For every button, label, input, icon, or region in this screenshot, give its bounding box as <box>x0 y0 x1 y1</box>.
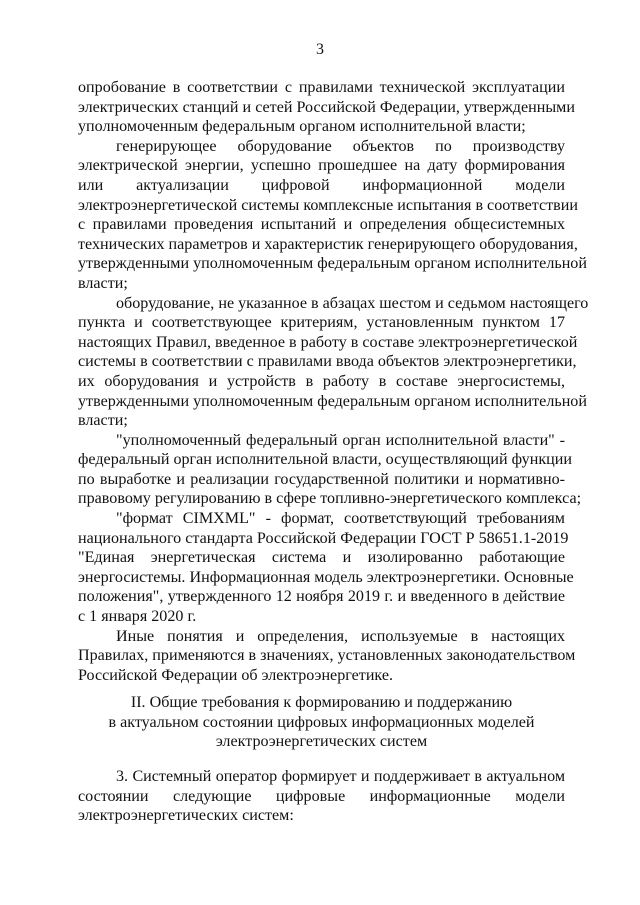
text-line: с 1 января 2020 г. <box>78 608 197 626</box>
text-line: оборудование, не указанное в абзацах шестом и седьмом настоящего <box>116 294 589 312</box>
text-line: Российской Федерации об электроэнергетике. <box>78 666 394 684</box>
text-line: федеральный орган исполнительной власти, осуществляющий функции <box>78 451 572 469</box>
body-text <box>78 78 589 685</box>
text-line: электроэнергетических систем: <box>78 807 294 825</box>
text-line: опробование в соответствии с правилами технической эксплуатации <box>78 79 565 96</box>
text-line: 3. Системный оператор формирует и поддерживает в актуальном <box>116 768 565 785</box>
text-line: Правилах, применяются в значениях, установленных законодательством <box>78 647 576 665</box>
text-line: "формат CIMXML" - формат, соответствующий требованиям <box>116 510 565 528</box>
text-line: Иные понятия и определения, используемые в настоящих <box>116 627 565 645</box>
heading-line: в актуальном состоянии цифровых информационных моделей <box>108 713 535 731</box>
text-line: электроэнергетической системы комплексные испытания в соответствии <box>78 196 578 214</box>
text-line: их оборудования и устройств в работу в составе энергосистемы, <box>78 372 565 390</box>
heading-line: электроэнергетических систем <box>215 733 428 751</box>
text-line: власти; <box>78 412 128 430</box>
text-line: национального стандарта Российской Федерации ГОСТ Р 58651.1-2019 <box>78 529 569 547</box>
section-3-paragraph <box>78 767 565 826</box>
text-line: или актуализации цифровой информационной модели <box>78 176 565 194</box>
text-line: утвержденными уполномоченным федеральным органом исполнительной <box>78 392 587 410</box>
text-line: власти; <box>78 274 128 292</box>
text-line: утвержденными уполномоченным федеральным органом исполнительной <box>78 255 587 273</box>
text-line: электрических станций и сетей Российской Федерации, утвержденными <box>78 98 575 116</box>
text-line: с правилами проведения испытаний и определения общесистемных <box>78 216 565 234</box>
text-line: пункта и соответствующее критериям, установленным пунктом 17 <box>78 314 565 332</box>
text-line: технических параметров и характеристик генерирующего оборудования, <box>78 235 578 253</box>
text-line: генерирующее оборудование объектов по производству <box>116 137 565 155</box>
text-line: электрической энергии, успешно прошедшее на дату формирования <box>78 157 565 175</box>
text-line: правовому регулированию в сфере топливно-энергетического комплекса; <box>78 490 582 508</box>
text-line: уполномоченным федеральным органом исполнительной власти; <box>78 118 526 136</box>
text-line: настоящих Правил, введенное в работу в составе электроэнергетической <box>78 333 578 351</box>
text-line: положения", утвержденного 12 ноября 2019 г. и введенного в действие <box>78 588 565 606</box>
text-line: по выработке и реализации государственной политики и нормативно- <box>78 470 565 488</box>
page-number: 3 <box>316 41 324 58</box>
text-line: "Единая энергетическая система и изолированно работающие <box>78 549 565 567</box>
text-line: системы в соответствии с правилами ввода объектов электроэнергетики, <box>78 353 577 371</box>
text-line: состоянии следующие цифровые информационные модели <box>78 787 565 805</box>
section-heading <box>78 693 565 752</box>
heading-line: II. Общие требования к формированию и поддержанию <box>130 694 513 711</box>
text-line: "уполномоченный федеральный орган исполнительной власти" - <box>116 431 565 449</box>
text-line: энергосистемы. Информационная модель электроэнергетики. Основные <box>78 568 574 586</box>
